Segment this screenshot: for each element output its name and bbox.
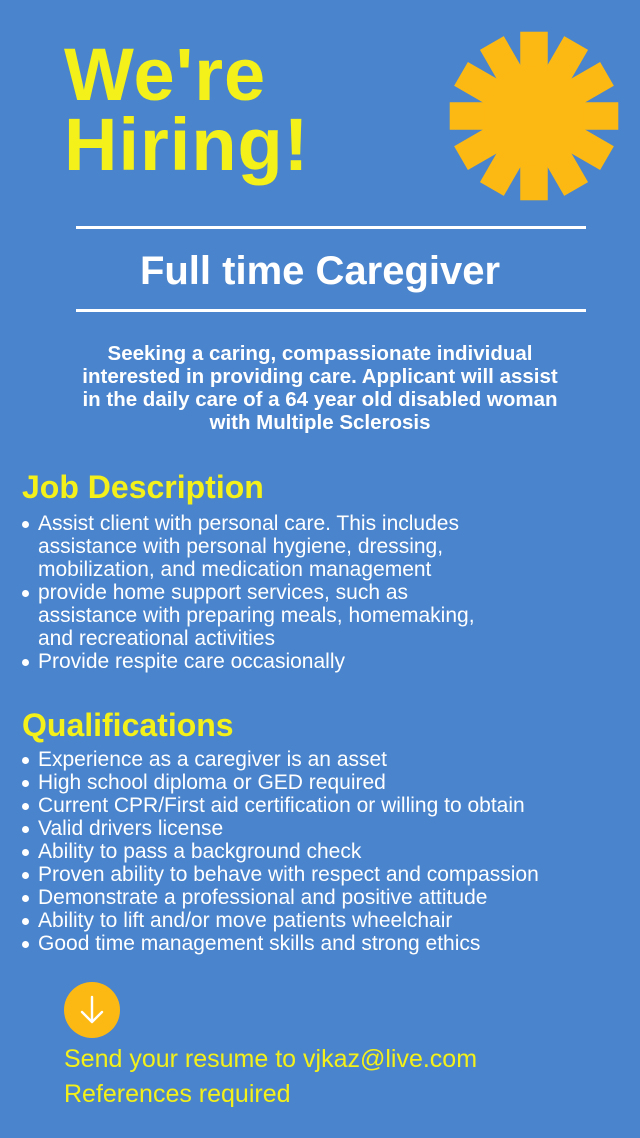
job-description-title: Job Description bbox=[22, 469, 264, 505]
list-item: Assist client with personal care. This includes assistance with personal hygiene, dressing, mobilization, and medication management bbox=[38, 512, 475, 581]
list-item: Ability to lift and/or move patients wheelchair bbox=[38, 909, 539, 932]
list-item: Proven ability to behave with respect and compassion bbox=[38, 863, 539, 886]
resume-contact: Send your resume to vjkaz@live.com bbox=[64, 1045, 478, 1073]
list-item: Demonstrate a professional and positive attitude bbox=[38, 886, 539, 909]
intro-line: with Multiple Sclerosis bbox=[209, 411, 431, 434]
intro-line: in the daily care of a 64 year old disabled woman bbox=[82, 388, 558, 411]
headline-line-1: We're bbox=[64, 33, 267, 116]
list-item: Provide respite care occasionally bbox=[38, 650, 475, 673]
list-item: Valid drivers license bbox=[38, 817, 539, 840]
list-item: Experience as a caregiver is an asset bbox=[38, 748, 539, 771]
intro-line: Seeking a caring, compassionate individual bbox=[107, 342, 533, 365]
intro-line: interested in providing care. Applicant will assist bbox=[82, 365, 558, 388]
role-title: Full time Caregiver bbox=[139, 249, 501, 293]
references-note: References required bbox=[64, 1080, 291, 1108]
qualifications-title: Qualifications bbox=[22, 707, 234, 743]
starburst-icon bbox=[448, 30, 620, 202]
arrow-down-icon bbox=[64, 982, 120, 1038]
top-divider bbox=[76, 226, 586, 229]
qualifications-list bbox=[38, 748, 539, 955]
intro-text bbox=[20, 342, 620, 434]
list-item: Good time management skills and strong ethics bbox=[38, 932, 539, 955]
headline bbox=[64, 33, 310, 186]
list-item: Current CPR/First aid certification or willing to obtain bbox=[38, 794, 539, 817]
list-item: Ability to pass a background check bbox=[38, 840, 539, 863]
list-item: High school diploma or GED required bbox=[38, 771, 539, 794]
job-description-list bbox=[38, 512, 475, 673]
headline-line-2: Hiring! bbox=[64, 103, 310, 186]
arrow-down-glyph bbox=[77, 993, 107, 1027]
bottom-divider bbox=[76, 309, 586, 312]
list-item: provide home support services, such as assistance with preparing meals, homemaking, and recreational activities bbox=[38, 581, 475, 650]
